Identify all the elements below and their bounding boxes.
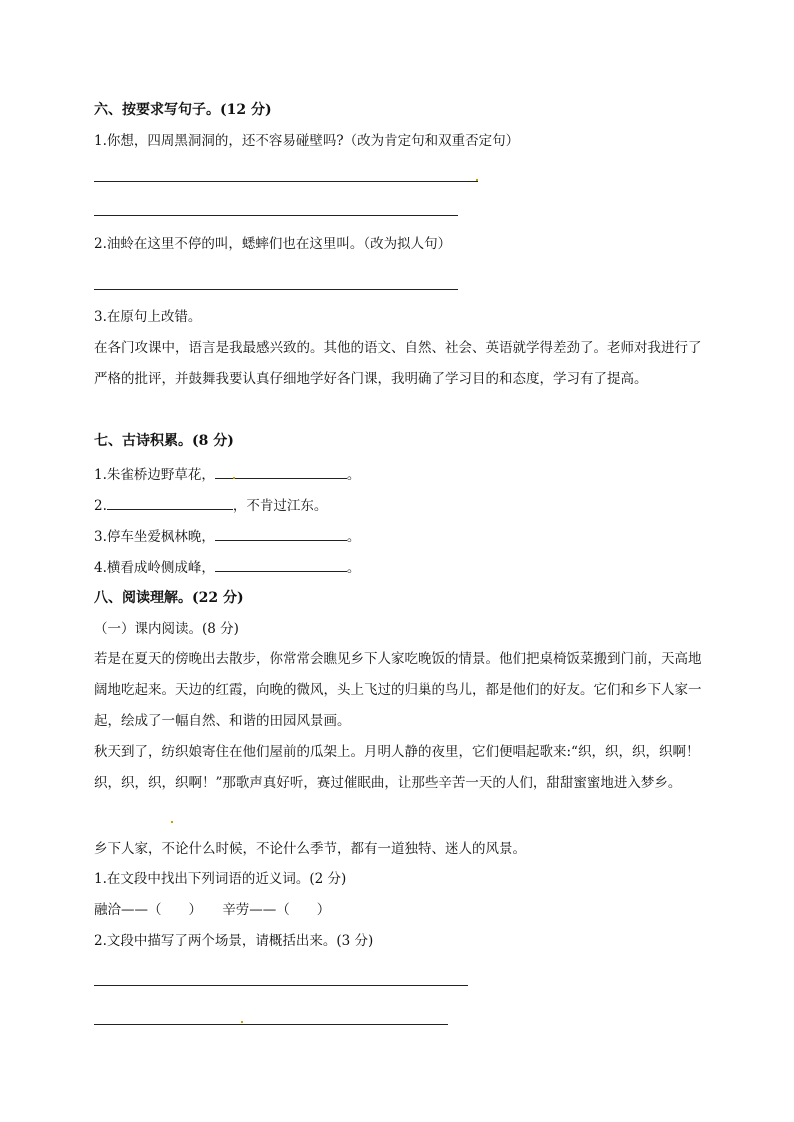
answer-line <box>94 181 478 182</box>
poem-2-prefix: 2. <box>94 498 107 514</box>
poem-3-prefix: 3.停车坐爱枫林晚， <box>94 529 215 545</box>
mark-dot <box>241 1021 243 1023</box>
poem-3-blank[interactable] <box>215 526 347 541</box>
poem-4-suffix: 。 <box>346 560 361 576</box>
answer-line <box>94 289 458 290</box>
poem-1-suffix: 。 <box>346 467 361 483</box>
reading-paragraph-1: 若是在夏天的傍晚出去散步，你常常会瞧见乡下人家吃晚饭的情景。他们把桌椅饭菜搬到门前，天高地阔地吃起来。天边的红霞，向晚的微风，头上飞过的归巢的鸟儿，都是他们的好友。它们和乡下人家一起，绘成了一幅自然、和谐的田园风景画。 <box>94 651 702 729</box>
synonym-blanks: 融洽——（ ） 辛劳——（ ） <box>94 902 331 918</box>
answer-line <box>94 1024 448 1025</box>
section-8-subheading: （一）课内阅读。(8 分) <box>94 621 239 637</box>
answer-line <box>94 985 468 986</box>
answer-line <box>94 215 458 216</box>
mark-dot <box>233 477 235 479</box>
section-8-heading: 八、阅读理解。(22 分) <box>94 590 244 606</box>
poem-question-3 <box>94 526 360 547</box>
reading-paragraph-3: 乡下人家，不论什么时候，不论什么季节，都有一道独特、迷人的风景。 <box>94 841 526 857</box>
poem-1-prefix: 1.朱雀桥边野草花， <box>94 467 215 483</box>
poem-2-suffix: ，不肯过江东。 <box>232 498 328 514</box>
poem-question-1 <box>94 464 360 485</box>
poem-3-suffix: 。 <box>346 529 361 545</box>
section-6-question-2: 2.油蛉在这里不停的叫，蟋蟀们也在这里叫。（改为拟人句） <box>94 236 452 252</box>
section-6-question-3: 3.在原句上改错。 <box>94 309 202 325</box>
section-7-heading: 七、古诗积累。(8 分) <box>94 433 234 449</box>
reading-paragraph-2: 秋天到了，纺织娘寄住在他们屋前的瓜架上。月明人静的夜里，它们便唱起歌来:“织，织，织，织啊！织，织，织，织啊！”那歌声真好听，赛过催眠曲，让那些辛苦一天的人们，甜甜蜜蜜地进入梦乡。 <box>94 744 700 791</box>
reading-question-2: 2.文段中描写了两个场景，请概括出来。(3 分) <box>94 933 374 949</box>
poem-2-blank[interactable] <box>107 495 233 510</box>
reading-question-1: 1.在文段中找出下列词语的近义词。(2 分) <box>94 871 347 887</box>
section-6-heading: 六、按要求写句子。(12 分) <box>94 102 272 118</box>
poem-question-4 <box>94 557 360 578</box>
section-6-question-1: 1.你想，四周黑洞洞的，还不容易碰壁吗?（改为肯定句和双重否定句） <box>94 133 520 149</box>
poem-4-blank[interactable] <box>215 557 347 572</box>
mark-dot <box>171 821 173 823</box>
mark-dot <box>476 179 478 181</box>
poem-4-prefix: 4.横看成岭侧成峰， <box>94 560 215 576</box>
poem-question-2 <box>94 495 327 516</box>
section-6-passage: 在各门攻课中，语言是我最感兴致的。其他的语文、自然、社会、英语就学得差劲了。老师对我进行了严格的批评，并鼓舞我要认真仔细地学好各门课，我明确了学习目的和态度，学习有了提高。 <box>94 340 702 387</box>
